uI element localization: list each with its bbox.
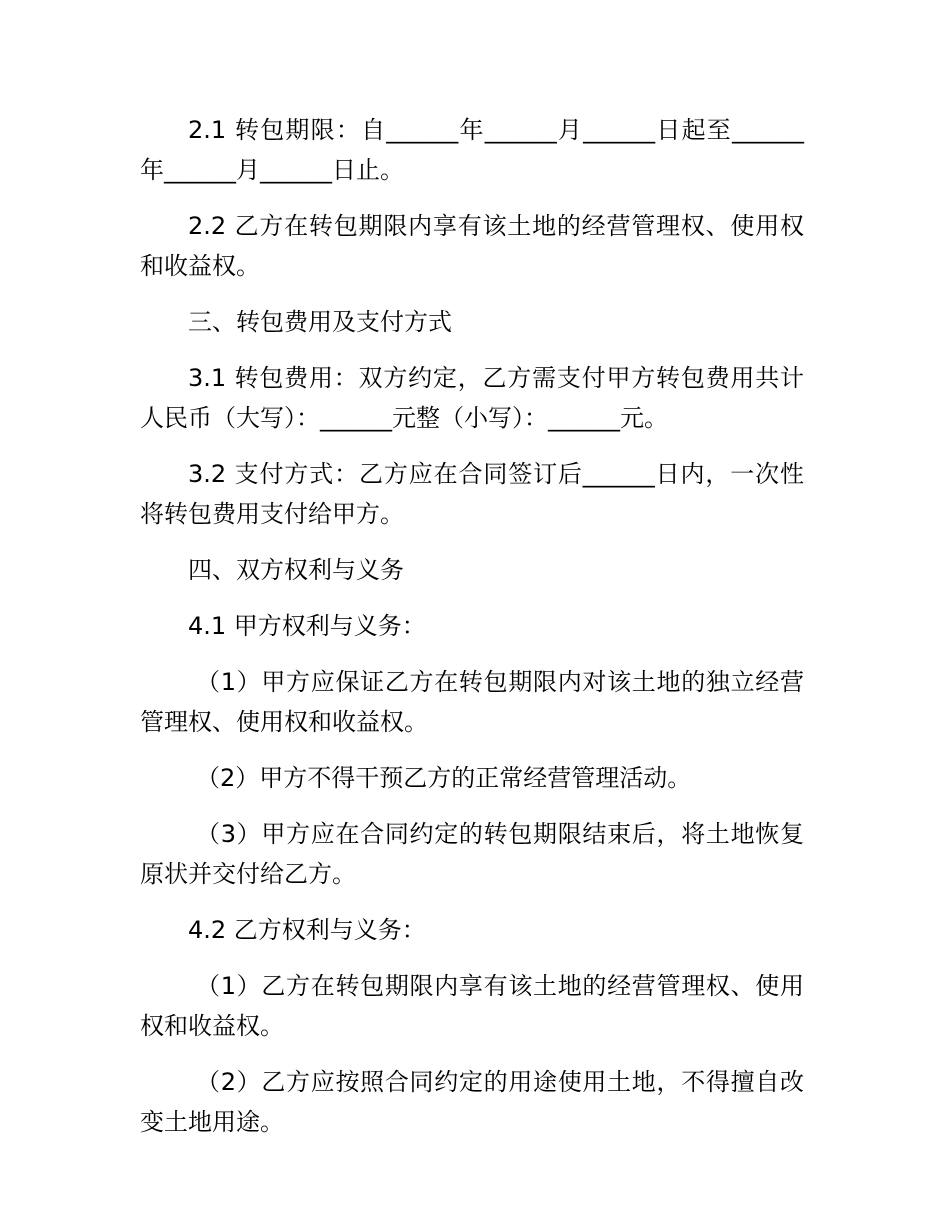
clause-2-1: 2.1 转包期限：自______年______月______日起至______年______月______日止。 (140, 116, 804, 184)
clause-4-1: 4.1 甲方权利与义务： (188, 612, 426, 640)
clause-4-2-item-2: （2）乙方应按照合同约定的用途使用土地，不得擅自改变土地用途。 (140, 1068, 804, 1136)
document-page (140, 110, 804, 1142)
clause-3-1: 3.1 转包费用：双方约定，乙方需支付甲方转包费用共计人民币（大写）：______元整（小写）：______元。 (140, 364, 804, 432)
section-heading-4: 四、双方权利与义务 (188, 556, 404, 584)
clause-4-1-item-2: （2）甲方不得干预乙方的正常经营管理活动。 (196, 764, 692, 792)
clause-2-2: 2.2 乙方在转包期限内享有该土地的经营管理权、使用权和收益权。 (140, 212, 804, 280)
section-heading-3: 三、转包费用及支付方式 (188, 308, 452, 336)
clause-4-1-item-1: （1）甲方应保证乙方在转包期限内对该土地的独立经营管理权、使用权和收益权。 (140, 668, 804, 736)
clause-4-2-item-1: （1）乙方在转包期限内享有该土地的经营管理权、使用权和收益权。 (140, 972, 804, 1040)
clause-3-2: 3.2 支付方式：乙方应在合同签订后______日内，一次性将转包费用支付给甲方。 (140, 460, 804, 528)
clause-4-1-item-3: （3）甲方应在合同约定的转包期限结束后，将土地恢复原状并交付给乙方。 (140, 820, 804, 888)
clause-4-2: 4.2 乙方权利与义务： (188, 916, 426, 944)
